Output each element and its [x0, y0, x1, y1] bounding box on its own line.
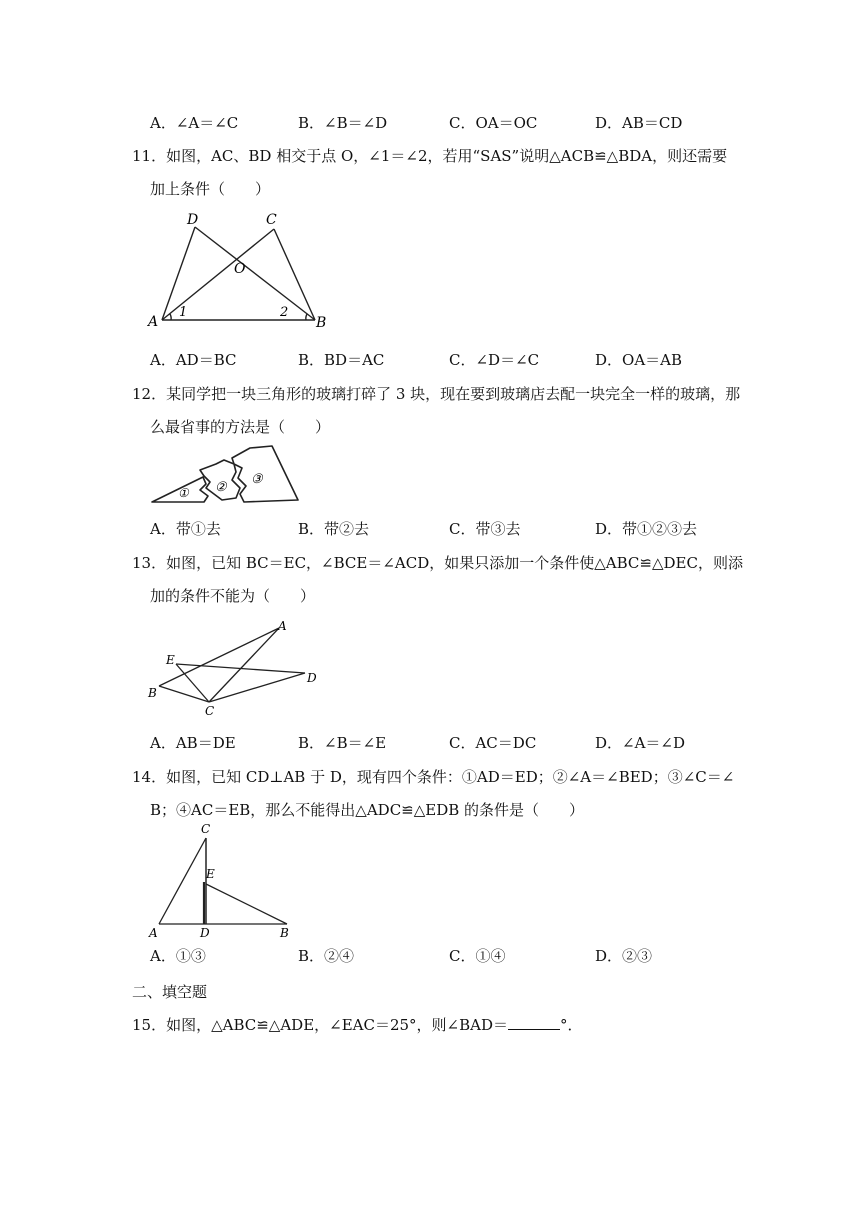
q13-option-a: A．AB＝DE	[150, 734, 236, 752]
q10-option-c: C．OA＝OC	[449, 114, 538, 132]
q12-figure-glass-pieces	[148, 444, 308, 509]
q11-option-b: B．BD＝AC	[298, 351, 385, 369]
q14-line1: 14．如图，已知 CD⊥AB 于 D，现有四个条件：①AD＝ED；②∠A＝∠BED；③∠C＝∠	[132, 768, 735, 786]
q15-text-before: 15．如图，△ABC≌△ADE，∠EAC＝25°，则∠BAD＝	[132, 1016, 509, 1034]
q14-segment-ac	[159, 838, 206, 924]
q11-label-a: A	[148, 314, 159, 330]
q10-option-b: B．∠B＝∠D	[298, 114, 388, 132]
q14-figure	[145, 820, 305, 942]
q11-option-c: C．∠D＝∠C	[449, 351, 540, 369]
q13-figure	[145, 614, 325, 719]
q11-line2: 加上条件（ ）	[150, 180, 271, 198]
q10-option-d: D．AB＝CD	[595, 114, 683, 132]
q14-label-b: B	[280, 926, 289, 940]
q12-option-a: A．带①去	[150, 520, 221, 538]
q12-line1: 12．某同学把一块三角形的玻璃打碎了 3 块，现在要到玻璃店去配一块完全一样的玻璃，那	[132, 385, 741, 403]
q14-line2: B；④AC＝EB，那么不能得出△ADC≌△EDB 的条件是（ ）	[150, 801, 585, 819]
q11-label-o: O	[234, 261, 246, 277]
q14-segment-eb	[206, 884, 287, 924]
q10-option-a: A．∠A＝∠C	[150, 114, 239, 132]
q15-question	[132, 1014, 583, 1035]
q12-option-d: D．带①②③去	[595, 520, 698, 538]
q13-option-d: D．∠A＝∠D	[595, 734, 686, 752]
q13-option-b: B．∠B＝∠E	[298, 734, 387, 752]
q14-option-d: D．②③	[595, 947, 653, 965]
q14-label-a: A	[149, 926, 158, 940]
q12-line2: 么最省事的方法是（ ）	[150, 418, 331, 436]
q13-option-c: C．AC＝DC	[449, 734, 537, 752]
q11-option-d: D．OA＝AB	[595, 351, 683, 369]
q11-label-d: D	[187, 212, 199, 228]
q11-label-2: 2	[280, 305, 289, 320]
q13-segment-ab	[159, 628, 279, 686]
q14-label-c: C	[201, 822, 211, 836]
q11-angle2-arc	[306, 314, 307, 320]
q11-figure	[140, 205, 340, 335]
q11-segment-bd	[195, 227, 315, 320]
q14-label-e: E	[206, 867, 215, 881]
q12-option-c: C．带③去	[449, 520, 521, 538]
q11-label-b: B	[316, 315, 327, 331]
q14-option-c: C．①④	[449, 947, 506, 965]
q11-label-1: 1	[179, 305, 188, 320]
q13-label-c: C	[205, 704, 215, 718]
q13-line1: 13．如图，已知 BC＝EC，∠BCE＝∠ACD，如果只添加一个条件使△ABC≌△DEC，则添	[132, 554, 743, 572]
section-title-fill-in: 二、填空题	[132, 983, 208, 1001]
q12-piece-3	[232, 446, 298, 502]
q12-label-1: ①	[178, 486, 189, 500]
q11-angle1-arc	[170, 314, 171, 320]
q13-label-d: D	[307, 671, 317, 685]
q15-text-after: °．	[560, 1016, 583, 1034]
q11-line1: 11．如图，AC、BD 相交于点 O，∠1＝∠2，若用“SAS”说明△ACB≌△BDA，则还需要	[132, 147, 728, 165]
q14-option-a: A．①③	[150, 947, 206, 965]
q12-label-2: ②	[215, 480, 227, 495]
q11-label-c: C	[266, 212, 277, 228]
q11-option-a: A．AD＝BC	[150, 351, 237, 369]
q13-label-a: A	[278, 619, 287, 633]
q14-option-b: B．②④	[298, 947, 355, 965]
q12-label-3: ③	[251, 472, 263, 487]
q13-label-b: B	[148, 686, 157, 700]
q15-answer-blank[interactable]	[508, 1017, 560, 1030]
q12-option-b: B．带②去	[298, 520, 370, 538]
q14-label-d: D	[200, 926, 210, 940]
q13-line2: 加的条件不能为（ ）	[150, 587, 316, 605]
q13-label-e: E	[166, 653, 175, 667]
